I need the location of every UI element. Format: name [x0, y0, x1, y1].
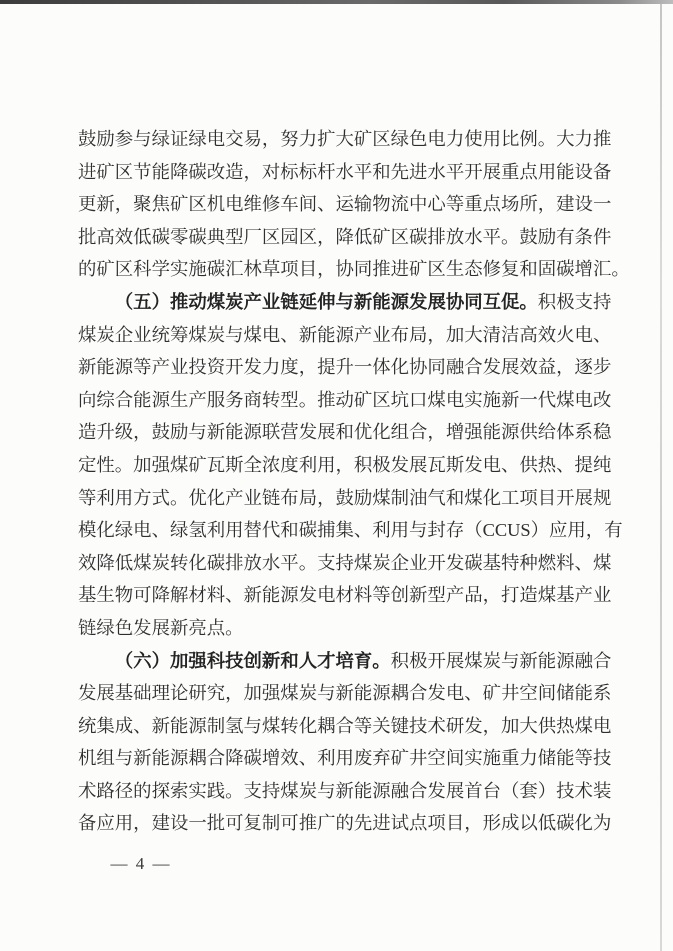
page-footer — [110, 854, 172, 874]
text-line — [78, 449, 612, 482]
line-text: 术路径的探索实践。支持煤炭与新能源融合发展首台（套）技术装 — [78, 780, 612, 801]
scan-edge-right — [660, 4, 662, 951]
text-line — [78, 416, 612, 449]
text-line — [78, 710, 612, 743]
paragraph-section-6 — [78, 645, 612, 841]
text-line — [78, 286, 612, 319]
line-text: 基生物可降解材料、新能源发电材料等创新型产品，打造煤基产业 — [78, 585, 612, 606]
line-text: 定性。加强煤矿瓦斯全浓度利用，积极发展瓦斯发电、供热、提纯 — [78, 454, 612, 475]
text-line — [78, 807, 612, 840]
section-heading: （六）加强科技创新和人才培育。 — [114, 650, 391, 671]
line-text: 备应用，建设一批可复制可推广的先进试点项目，形成以低碳化为 — [78, 813, 612, 834]
line-text: 统集成、新能源制氢与煤转化耦合等关键技术研发，加大供热煤电 — [78, 715, 612, 736]
text-line — [78, 482, 612, 515]
line-text: 的矿区科学实施碳汇林草项目，协同推进矿区生态修复和固碳增汇。 — [78, 259, 630, 280]
line-text: 向综合能源生产服务商转型。推动矿区坑口煤电实施新一代煤电改 — [78, 389, 612, 410]
text-line — [78, 384, 612, 417]
line-text: 进矿区节能降碳改造，对标标杆水平和先进水平开展重点用能设备 — [78, 161, 612, 182]
paragraph-continuation — [78, 123, 630, 286]
line-text: 模化绿电、绿氢利用替代和碳捕集、利用与封存（CCUS）应用，有 — [78, 520, 623, 541]
line-text: 新能源等产业投资开发力度，提升一体化协同融合发展效益，逐步 — [78, 357, 612, 378]
line-text: 等利用方式。优化产业链布局，鼓励煤制油气和煤化工项目开展规 — [78, 487, 612, 508]
line-text: 鼓励参与绿证绿电交易，努力扩大矿区绿色电力使用比例。大力推 — [78, 129, 612, 149]
document-body — [78, 123, 630, 840]
text-line — [78, 156, 612, 189]
line-text: 更新，聚焦矿区机电维修车间、运输物流中心等重点场所，建设一 — [78, 194, 612, 215]
line-text: 发展基础理论研究，加强煤炭与新能源耦合发电、矿井空间储能系 — [78, 683, 612, 704]
text-line — [78, 123, 612, 156]
line-text: 煤炭企业统筹煤炭与煤电、新能源产业布局，加大清洁高效火电、 — [78, 324, 612, 345]
text-line — [78, 547, 612, 580]
text-line — [78, 775, 612, 808]
text-line — [78, 221, 612, 254]
line-text: 机组与新能源耦合降碳增效、利用废弃矿井空间实施重力储能等技 — [78, 748, 612, 769]
section-heading: （五）推动煤炭产业链延伸与新能源发展协同互促。 — [114, 291, 538, 312]
line-text: 效降低煤炭转化碳排放水平。支持煤炭企业开发碳基特种燃料、煤 — [78, 552, 612, 573]
line-text: 积极开展煤炭与新能源融合 — [390, 650, 612, 671]
text-line — [78, 645, 612, 678]
text-line — [78, 514, 623, 547]
page-number: — 4 — — [110, 854, 172, 873]
text-line — [78, 188, 612, 221]
text-line — [78, 319, 612, 352]
scan-edge-top — [0, 0, 673, 4]
line-text: 批高效低碳零碳典型厂区园区，降低矿区碳排放水平。鼓励有条件 — [78, 226, 612, 247]
line-text: 积极支持 — [537, 291, 612, 312]
line-text: 造升级，鼓励与新能源联营发展和优化组合，增强能源供给体系稳 — [78, 422, 612, 443]
text-line — [78, 677, 612, 710]
text-line — [78, 253, 630, 286]
text-line — [78, 742, 612, 775]
line-text: 链绿色发展新亮点。 — [78, 617, 244, 638]
text-line — [78, 612, 600, 645]
text-line — [78, 351, 612, 384]
text-line — [78, 579, 612, 612]
paragraph-section-5 — [78, 286, 623, 645]
